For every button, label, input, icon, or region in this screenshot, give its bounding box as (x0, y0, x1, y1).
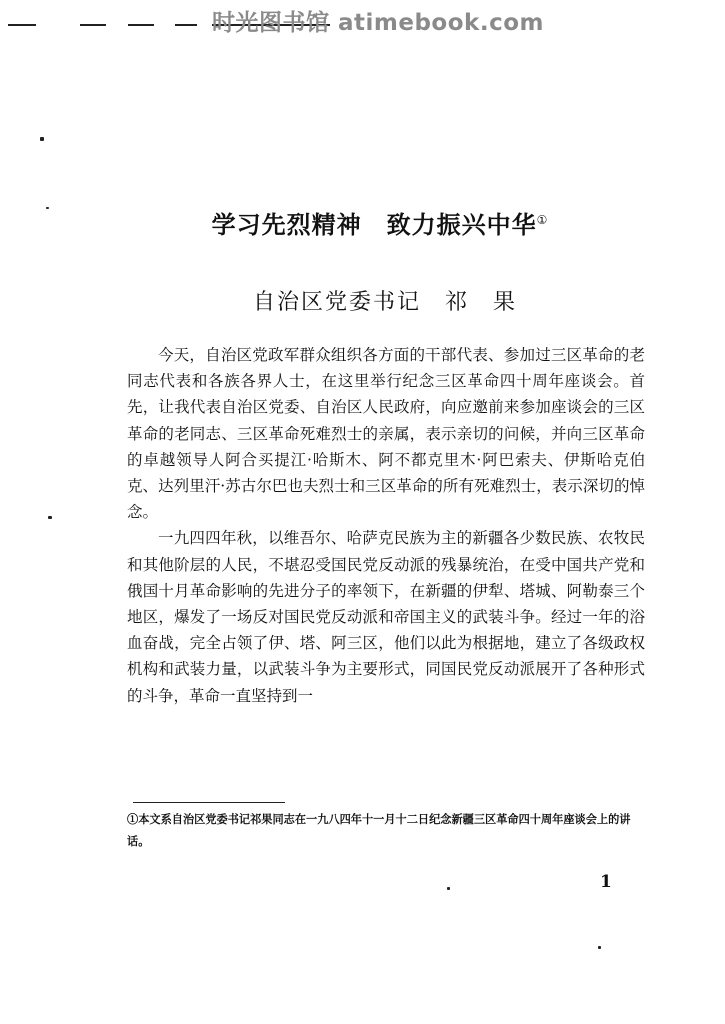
footnote-divider (133, 802, 285, 803)
header-rule-segment (80, 24, 106, 26)
scan-speck (447, 887, 450, 890)
header-rule-segment (128, 24, 154, 26)
scan-speck (40, 137, 44, 141)
page-number: 1 (600, 872, 612, 892)
header-rule-segment (8, 24, 36, 26)
scan-speck (46, 207, 49, 209)
article-title (150, 205, 610, 240)
title-text: 学习先烈精神 致力振兴中华 (211, 211, 537, 239)
footnote-reference-mark: ① (536, 213, 549, 227)
site-watermark: 时光图书馆 atimebook.com (212, 10, 544, 36)
body-paragraph: 一九四四年秋，以维吾尔、哈萨克民族为主的新疆各少数民族、农牧民和其他阶层的人民，不堪忍受国民党反动派的残暴统治，在受中国共产党和俄国十月革命影响的先进分子的率领下，在新疆的伊犁、塔城、阿勒泰三个地区，爆发了一场反对国民党反动派和帝国主义的武装斗争。经过一年的浴血奋战，完全占领了伊、塔、阿三区，他们以此为根据地，建立了各级政权机构和武装力量，以武装斗争为主要形式，同国民党反动派展开了各种形式的斗争，革命一直坚持到一 (127, 529, 645, 705)
scan-speck (48, 516, 52, 519)
scan-speck (598, 946, 601, 949)
article-body (127, 342, 645, 709)
body-paragraph: 今天，自治区党政军群众组织各方面的干部代表、参加过三区革命的老同志代表和各族各界人士，在这里举行纪念三区革命四十周年座谈会。首先，让我代表自治区党委、自治区人民政府，向应邀前来参加座谈会的三区革命的老同志、三区革命死难烈士的亲属，表示亲切的问候，并向三区革命的卓越领导人阿合买提江·哈斯木、阿不都克里木·阿巴索夫、伊斯哈克伯克、达列里汗·苏古尔巴也夫烈士和三区革命的所有死难烈士，表示深切的悼念。 (127, 346, 645, 522)
author-line: 自治区党委书记 祁 果 (252, 290, 517, 315)
header-rule-segment (175, 24, 197, 26)
footnote: ①本文系自治区党委书记祁果同志在一九八四年十一月十二日纪念新疆三区革命四十周年座谈会上的讲话。 (127, 812, 631, 848)
